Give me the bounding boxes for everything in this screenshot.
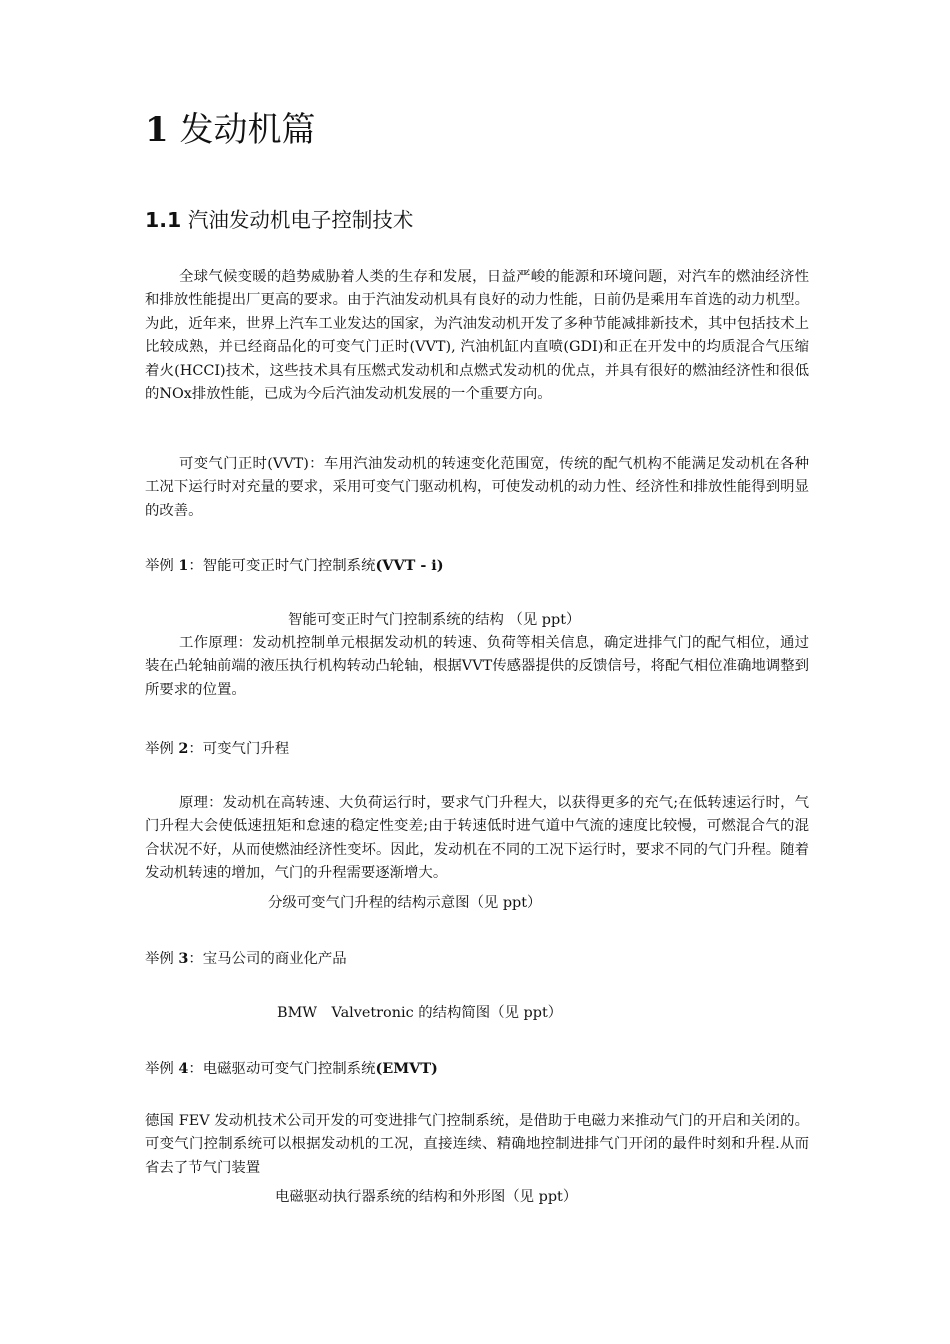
example-title: ：智能可变正时气门控制系统 (188, 558, 376, 574)
example-number: 4 (178, 1060, 189, 1077)
chapter-title: 发动机篇 (179, 110, 316, 150)
example3-caption: BMW Valvetronic 的结构简图（见 ppt） (277, 1005, 563, 1021)
example-code: (EMVT) (375, 1060, 438, 1077)
example-code: (VVT - i) (375, 557, 444, 574)
example-title: ：电磁驱动可变气门控制系统 (188, 1061, 376, 1077)
example4-caption: 电磁驱动执行器系统的结构和外形图（见 ppt） (275, 1189, 578, 1205)
example4-heading (145, 1057, 438, 1081)
example2-paragraph: 原理：发动机在高转速、大负荷运行时，要求气门升程大，以获得更多的充气;在低转速运行时，气门升程大会使低速扭矩和怠速的稳定性变差;由于转速低时进气道中气流的速度比较慢，可燃混合气的混合状况不好，从而使燃油经济性变坏。因此，发动机在不同的工况下运行时，要求不同的气门升程。随着发动机转速的增加，气门的升程需要逐渐增大。 (145, 795, 809, 882)
chapter-heading (145, 108, 315, 152)
example-title: ：可变气门升程 (188, 741, 290, 757)
example-label: 举例 (145, 558, 179, 574)
example-title: ：宝马公司的商业化产品 (188, 951, 347, 967)
example3-heading (145, 947, 347, 971)
example-label: 举例 (145, 1061, 179, 1077)
section-title: 汽油发动机电子控制技术 (187, 208, 414, 232)
example-number: 1 (178, 557, 189, 574)
example1-heading (145, 554, 444, 578)
example2-heading (145, 737, 289, 761)
example-label: 举例 (145, 741, 179, 757)
example4-paragraph: 德国 FEV 发动机技术公司开发的可变进排气门控制系统，是借助于电磁力来推动气门的开启和关闭的。可变气门控制系统可以根据发动机的工况，直接连续、精确地控制进排气门开闭的最件时刻和升程.从而省去了节气门装置 (145, 1113, 809, 1176)
section-heading (145, 205, 413, 235)
example-number: 2 (178, 740, 189, 757)
example1-paragraph: 工作原理：发动机控制单元根据发动机的转速、负荷等相关信息，确定进排气门的配气相位，通过装在凸轮轴前端的液压执行机构转动凸轮轴，根据VVT传感器提供的反馈信号，将配气相位准确地调整到所要求的位置。 (145, 635, 809, 698)
intro-paragraph: 全球气候变暖的趋势威胁着人类的生存和发展，日益严峻的能源和环境问题，对汽车的燃油经济性和排放性能提出厂更高的要求。由于汽油发动机具有良好的动力性能，日前仍是乘用车首选的动力机型。为此，近年来，世界上汽车工业发达的国家，为汽油发动机开发了多种节能减排新技术，其中包括技术上比较成熟，并已经商品化的可变气门正时(VVT), 汽油机缸内直喷(GDI)和正在开发中的均质混合气压缩着火(HCCI)技术，这些技术具有压燃式发动机和点燃式发动机的优点，并具有很好的燃油经济性和很低的NOx排放性能，已成为今后汽油发动机发展的一个重要方向。 (145, 269, 809, 403)
example-label: 举例 (145, 951, 179, 967)
section-number: 1.1 (145, 208, 182, 232)
example-number: 3 (178, 950, 189, 967)
example1-caption: 智能可变正时气门控制系统的结构 （见 ppt） (288, 612, 581, 628)
vvt-paragraph: 可变气门正时(VVT)：车用汽油发动机的转速变化范围宽，传统的配气机构不能满足发动机在各种工况下运行时对充量的要求，采用可变气门驱动机构，可使发动机的动力性、经济性和排放性能得到明显的改善。 (145, 456, 809, 519)
chapter-number: 1 (145, 110, 169, 150)
example2-caption: 分级可变气门升程的结构示意图（见 ppt） (268, 895, 542, 911)
